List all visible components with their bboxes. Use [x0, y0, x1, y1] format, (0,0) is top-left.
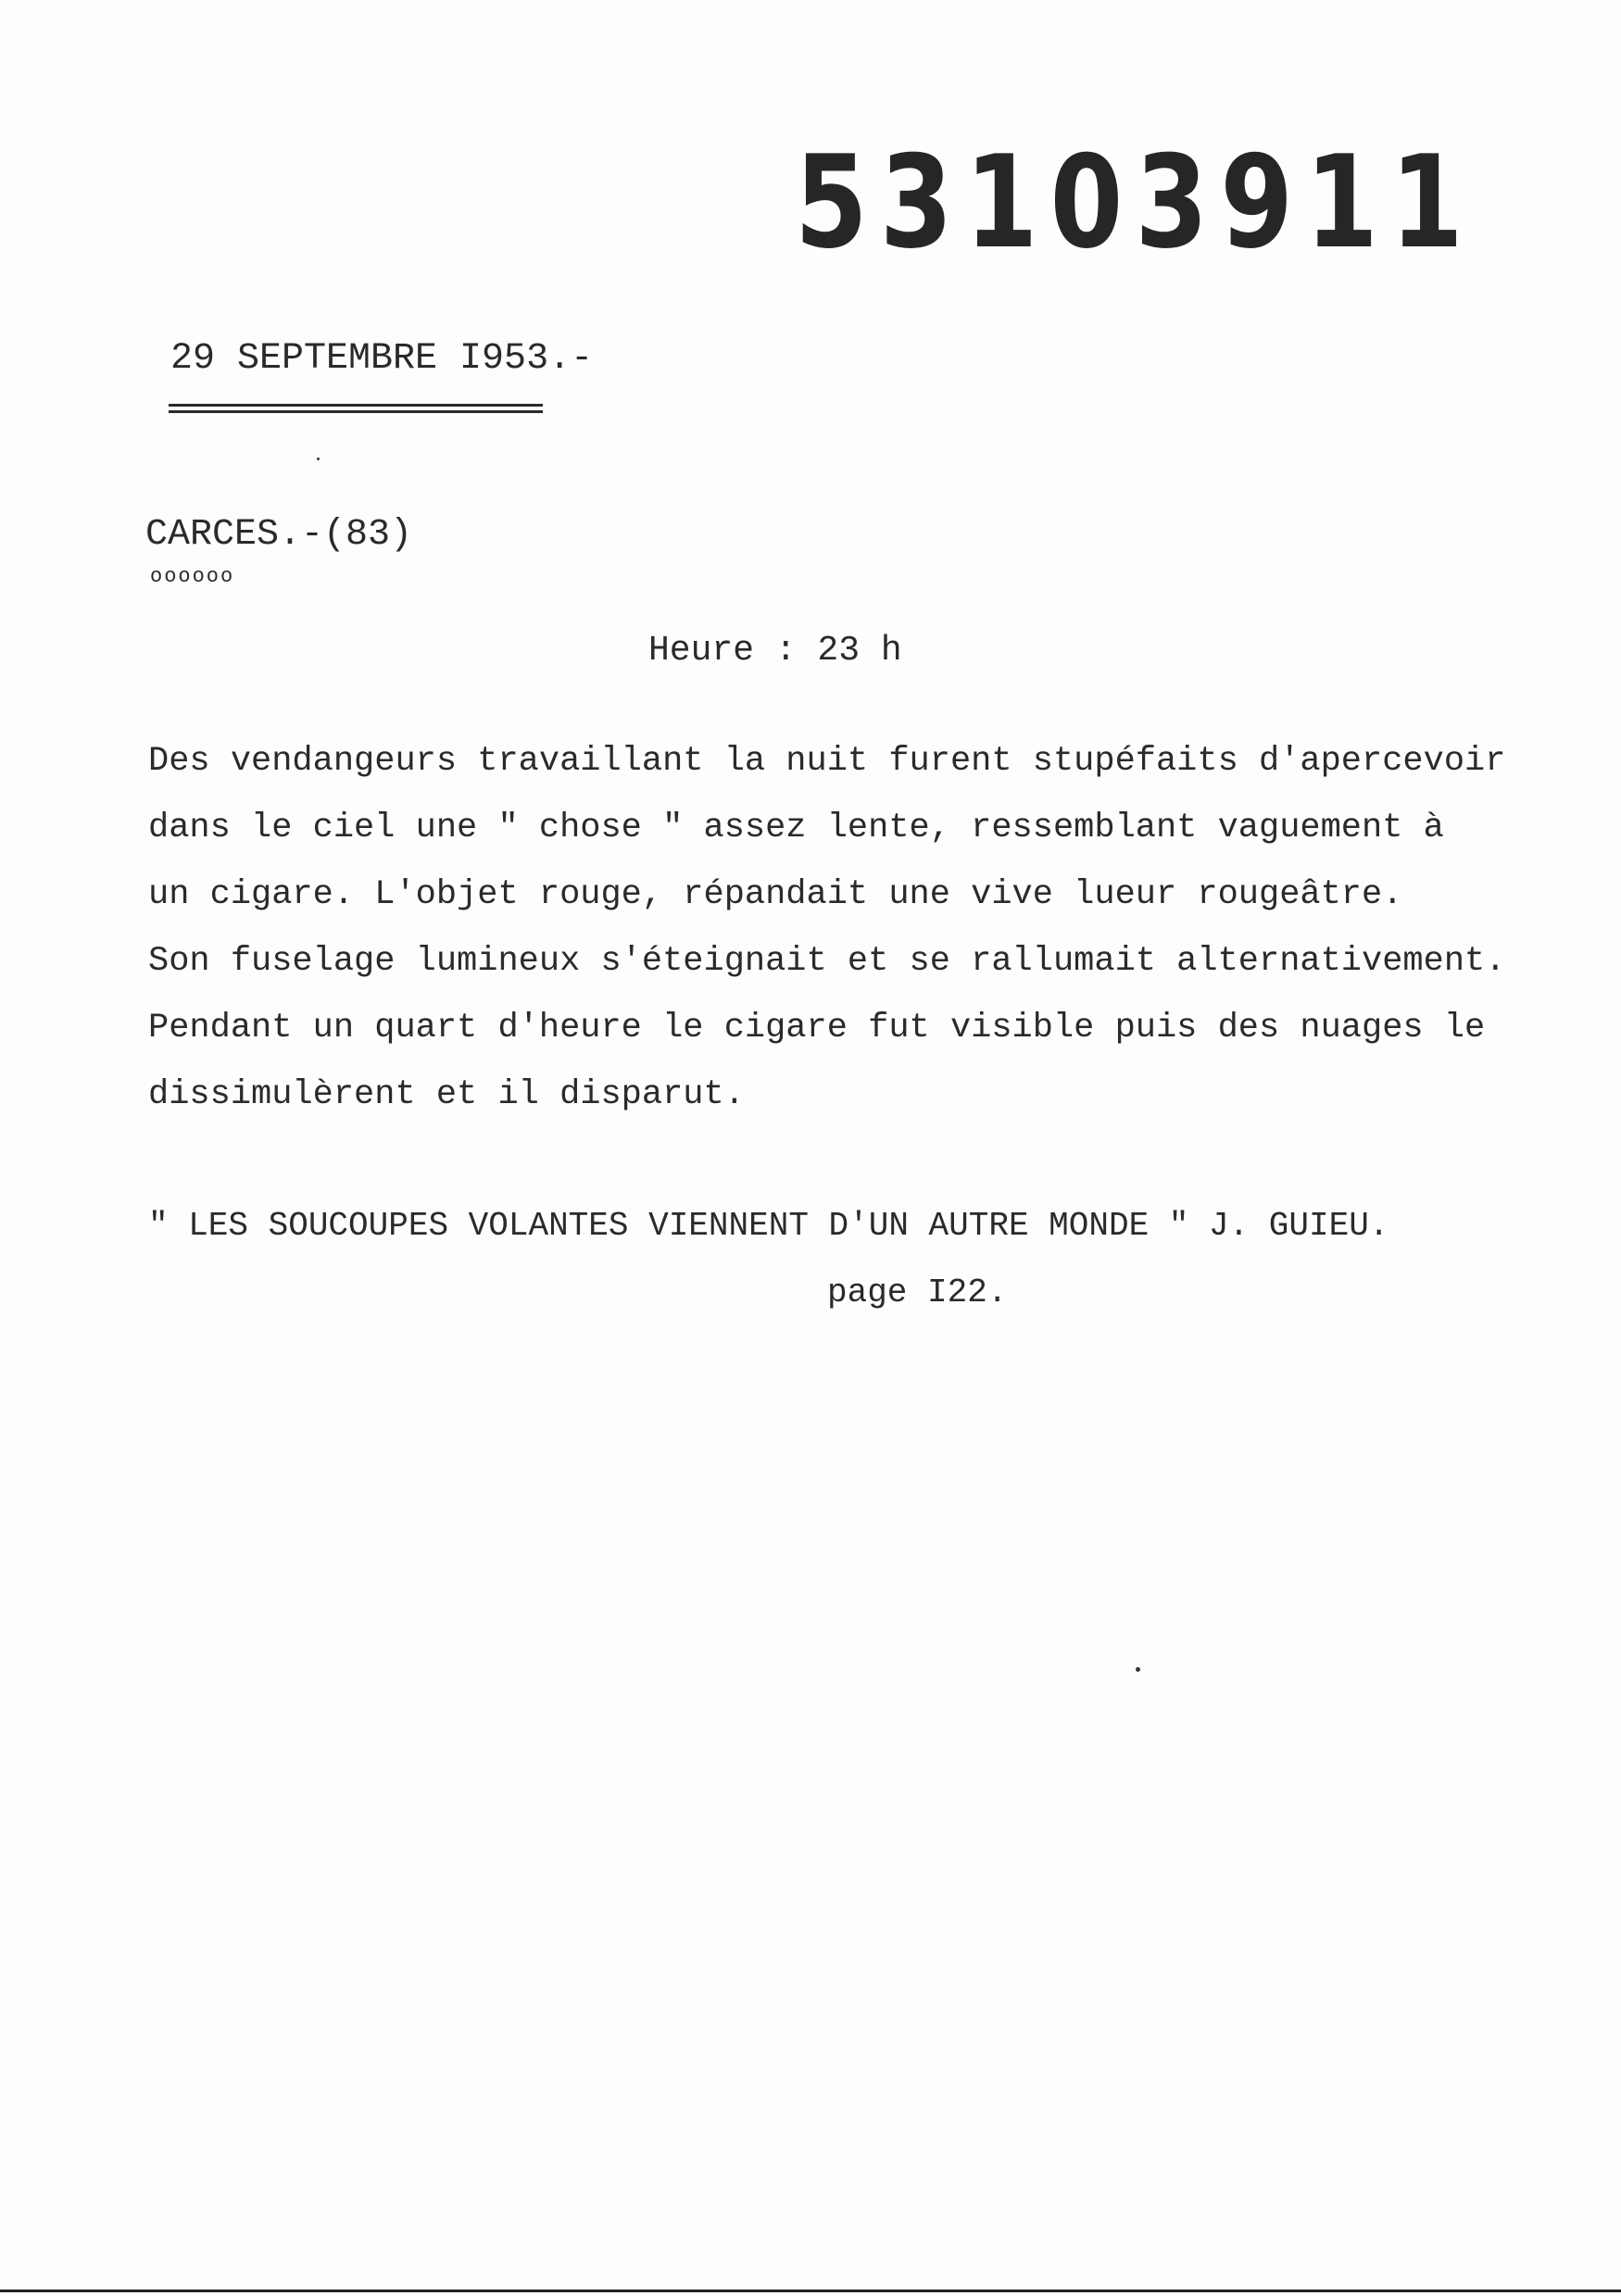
report-date: 29 SEPTEMBRE I953.-	[170, 338, 594, 380]
body-line: Pendant un quart d'heure le cigare fut visible puis des nuages le	[148, 1009, 1486, 1048]
body-line: un cigare. L'objet rouge, répandait une vive lueur rougeâtre.	[148, 875, 1403, 914]
archive-number-stamp: 53103911	[795, 128, 1476, 277]
source-citation: " LES SOUCOUPES VOLANTES VIENNENT D'UN AUTRE MONDE " J. GUIEU.	[148, 1207, 1389, 1245]
scan-speck	[317, 458, 320, 460]
body-line: Des vendangeurs travaillant la nuit furent stupéfaits d'apercevoir	[148, 742, 1506, 781]
source-page-reference: page I22.	[827, 1273, 1008, 1311]
location-heading: CARCES.-(83)	[145, 514, 413, 556]
date-underline-top	[169, 404, 543, 407]
body-line: dans le ciel une " chose " assez lente, ressemblant vaguement à	[148, 809, 1444, 847]
date-underline-bottom	[169, 410, 543, 413]
scan-bottom-edge	[0, 2290, 1621, 2292]
scan-speck	[1136, 1667, 1140, 1672]
location-underline-mark: oooooo	[150, 565, 235, 588]
event-time: Heure : 23 h	[648, 631, 902, 671]
body-line: dissimulèrent et il disparut.	[148, 1075, 745, 1114]
body-line: Son fuselage lumineux s'éteignait et se rallumait alternativement.	[148, 942, 1506, 981]
